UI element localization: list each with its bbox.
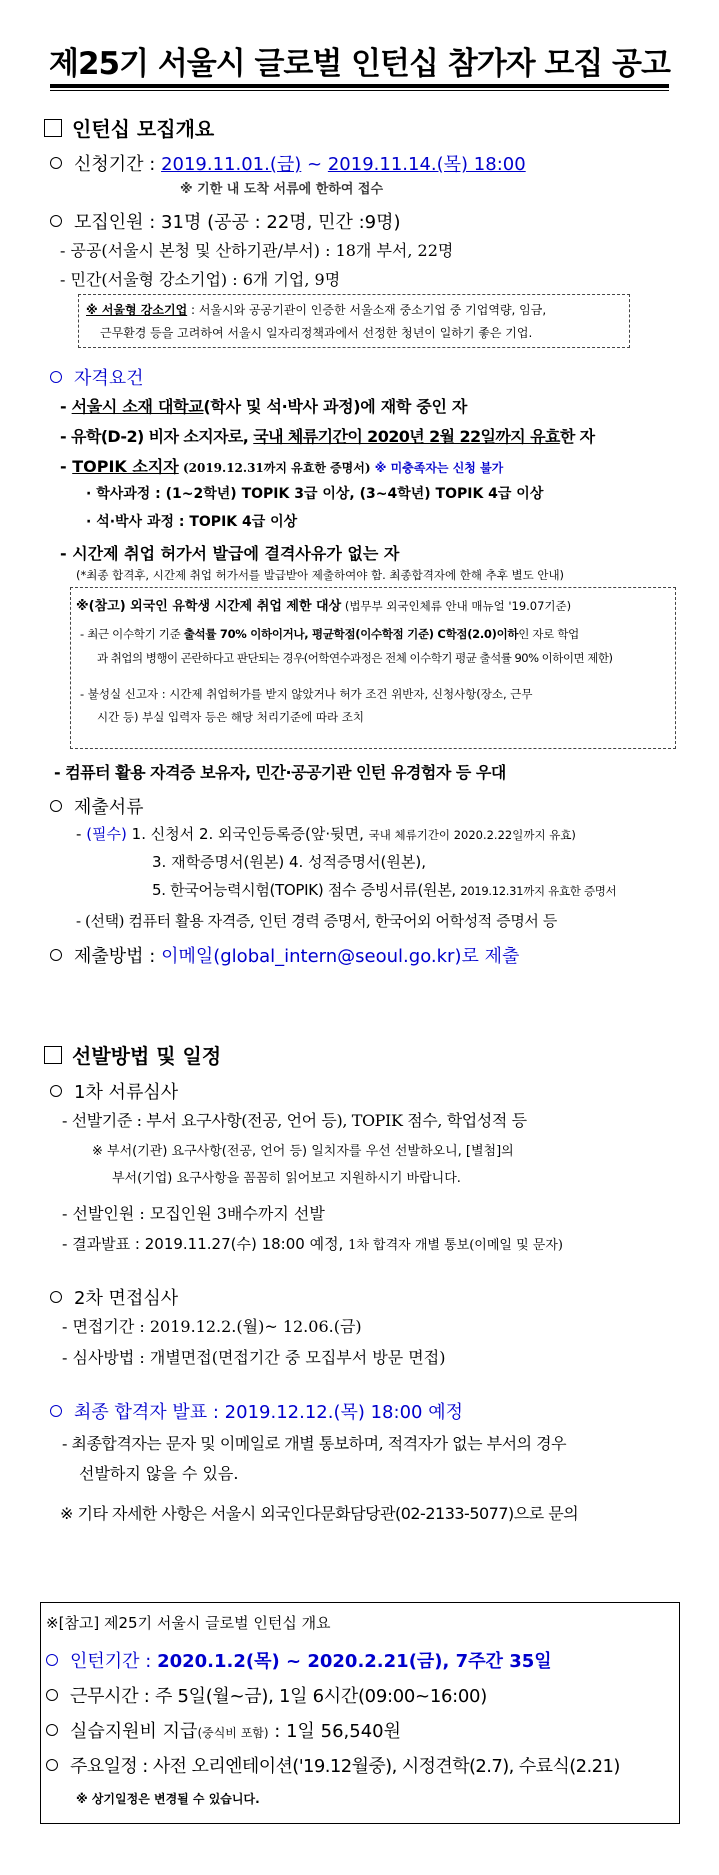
apply-period: 신청기간 : 2019.11.01.(금) ~ 2019.11.14.(목) 18:00	[50, 150, 526, 176]
circle-bullet-icon	[50, 1405, 62, 1417]
restriction-line1: - 최근 이수학기 기준 출석률 70% 이하이거나, 평균학점(이수학점 기준) C학점(2.0)이하인 자로 학업	[80, 627, 579, 641]
gangso-note-line1: ※ 서울형 강소기업 : 서울시와 공공기관이 인증한 서울소재 중소기업 중 기업역량, 임금,	[86, 303, 547, 317]
circle-bullet-icon	[50, 215, 62, 227]
circle-bullet-icon	[46, 1759, 58, 1771]
docs-required-5: 5. 한국어능력시험(TOPIK) 점수 증빙서류(원본, 2019.12.31까지 유효한 증명서	[152, 881, 617, 899]
round2-method: - 심사방법 : 개별면접(면접기간 중 모집부서 방문 면접)	[62, 1348, 446, 1367]
recruit-count: 모집인원 : 31명 (공공 : 22명, 민간 :9명)	[50, 208, 401, 234]
qual-item-university: - 서울시 소재 대학교(학사 및 석·박사 과정)에 재학 중인 자	[60, 397, 468, 416]
circle-bullet-icon	[50, 949, 62, 961]
recruit-private: - 민간(서울형 강소기업) : 6개 기업, 9명	[60, 270, 341, 289]
square-bullet-icon	[44, 119, 62, 137]
summary-events: 주요일정 : 사전 오리엔테이션('19.12월중), 시정견학(2.7), 수료식(2.21)	[46, 1752, 620, 1778]
section-selection: 선발방법 및 일정	[44, 1040, 221, 1069]
gangso-note-line2: 근무환경 등을 고려하여 서울시 일자리정책과에서 선정한 청년이 일하기 좋은 기업.	[100, 326, 533, 340]
docs-optional: - (선택) 컴퓨터 활용 자격증, 인턴 경력 증명서, 한국어외 어학성적 증명서 등	[76, 912, 557, 930]
docs-required-1: - (필수) 1. 신청서 2. 외국인등록증(앞·뒷면, 국내 체류기간이 2020.2.22일까지 유효)	[76, 825, 576, 843]
title-divider	[50, 84, 669, 88]
recruit-public: - 공공(서울시 본청 및 산하기관/부서) : 18개 부서, 22명	[60, 241, 454, 260]
docs-required-3: 3. 재학증명서(원본) 4. 성적증명서(원본),	[152, 853, 426, 871]
circle-bullet-icon	[46, 1654, 58, 1666]
restriction-line3: - 불성실 신고자 : 시간제 취업허가를 받지 않았거나 허가 조건 위반자, 신청사항(장소, 근무	[80, 687, 533, 701]
round1-criteria: - 선발기준 : 부서 요구사항(전공, 언어 등), TOPIK 점수, 학업성적 등	[62, 1111, 527, 1130]
circle-bullet-icon	[50, 1085, 62, 1097]
round1-heading: 1차 서류심사	[50, 1078, 178, 1104]
summary-title: ※[참고] 제25기 서울시 글로벌 인턴십 개요	[46, 1614, 331, 1632]
circle-bullet-icon	[50, 157, 62, 169]
round2-period: - 면접기간 : 2019.12.2.(월)~ 12.06.(금)	[62, 1317, 362, 1336]
topik-graduate: · 석·박사 과정 : TOPIK 4급 이상	[86, 514, 298, 530]
final-line1: - 최종합격자는 문자 및 이메일로 개별 통보하며, 적격자가 없는 부서의 경우	[62, 1434, 567, 1453]
submit-email-link[interactable]: 이메일(global_intern@seoul.go.kr)로 제출	[161, 946, 520, 967]
round1-note1: ※ 부서(기관) 요구사항(전공, 언어 등) 일치자를 우선 선발하오니, [별첨]의	[92, 1144, 514, 1159]
circle-bullet-icon	[50, 371, 62, 383]
qual-item-work-permit: - 시간제 취업 허가서 발급에 결격사유가 없는 자	[60, 544, 400, 563]
summary-pay: 실습지원비 지급(중식비 포함) : 1일 56,540원	[46, 1717, 401, 1743]
round1-result: - 결과발표 : 2019.11.27(수) 18:00 예정, 1차 합격자 개별 통보(이메일 및 문자)	[62, 1235, 563, 1253]
page-title: 제25기 서울시 글로벌 인턴십 참가자 모집 공고	[49, 46, 670, 82]
work-restriction-title: ※(참고) 외국인 유학생 시간제 취업 제한 대상 (법무부 외국인체류 안내 매뉴얼 '19.07기준)	[76, 599, 572, 614]
title-divider-thin	[50, 90, 669, 91]
final-line2: 선발하지 않을 수 있음.	[79, 1464, 239, 1483]
circle-bullet-icon	[46, 1689, 58, 1701]
work-permit-note: (*최종 합격후, 시간제 취업 허가서를 발급받아 제출하여야 함. 최종합격자에 한해 추후 별도 안내)	[76, 568, 565, 582]
qual-heading: 자격요건	[50, 364, 144, 390]
square-bullet-icon	[44, 1046, 62, 1064]
circle-bullet-icon	[50, 800, 62, 812]
summary-note: ※ 상기일정은 변경될 수 있습니다.	[76, 1792, 260, 1806]
summary-period: 인턴기간 : 2020.1.2(목) ~ 2020.2.21(금), 7주간 35일	[46, 1647, 552, 1673]
restriction-line4: 시간 등) 부실 입력자 등은 해당 처리기준에 따라 조치	[97, 710, 365, 724]
period-note: ※ 기한 내 도착 서류에 한하여 접수	[180, 182, 384, 197]
round1-note2: 부서(기업) 요구사항을 꼼꼼히 읽어보고 지원하시기 바랍니다.	[112, 1171, 461, 1186]
preference: - 컴퓨터 활용 자격증 보유자, 민간·공공기관 인턴 유경험자 등 우대	[54, 763, 506, 782]
circle-bullet-icon	[50, 1291, 62, 1303]
final-announcement: 최종 합격자 발표 : 2019.12.12.(목) 18:00 예정	[50, 1398, 463, 1424]
qual-item-topik: - TOPIK 소지자 (2019.12.31까지 유효한 증명서) ※ 미충족자는 신청 불가	[60, 457, 504, 476]
submit-method: 제출방법 : 이메일(global_intern@seoul.go.kr)로 제출	[50, 942, 519, 968]
circle-bullet-icon	[46, 1724, 58, 1736]
restriction-line2: 과 취업의 병행이 곤란하다고 판단되는 경우(어학연수과정은 전체 이수학기 평균 출석률 90% 이하이면 제한)	[97, 651, 613, 665]
round1-count: - 선발인원 : 모집인원 3배수까지 선발	[62, 1204, 325, 1223]
section-overview: 인턴십 모집개요	[44, 113, 214, 142]
docs-heading: 제출서류	[50, 793, 144, 819]
inquiry-note: ※ 기타 자세한 사항은 서울시 외국인다문화담당관(02-2133-5077)으로 문의	[60, 1504, 579, 1523]
topik-bachelor: · 학사과정 : (1~2학년) TOPIK 3급 이상, (3~4학년) TOPIK 4급 이상	[86, 486, 544, 502]
qual-item-visa: - 유학(D-2) 비자 소지자로, 국내 체류기간이 2020년 2월 22일까지 유효한 자	[60, 427, 595, 446]
round2-heading: 2차 면접심사	[50, 1284, 178, 1310]
summary-hours: 근무시간 : 주 5일(월~금), 1일 6시간(09:00~16:00)	[46, 1682, 487, 1708]
